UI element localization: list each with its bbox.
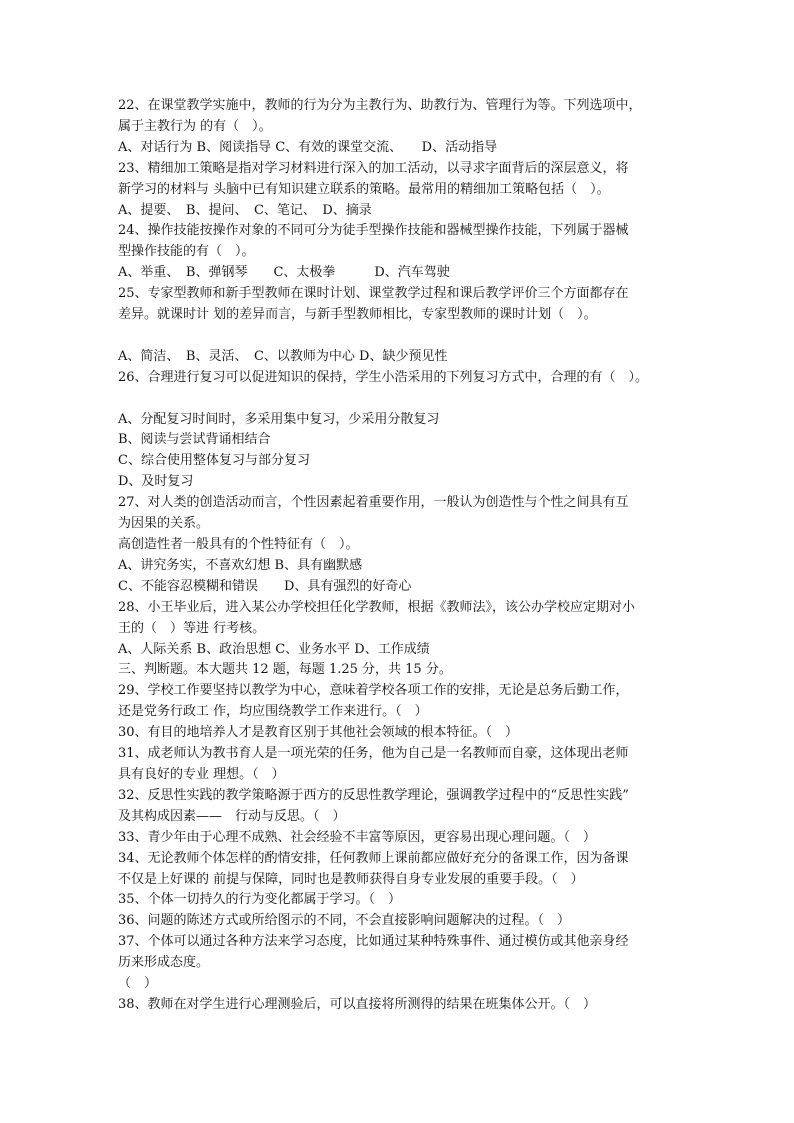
question-28-line-2: 王的（ ）等进 行考核。: [118, 620, 266, 636]
question-25-options: A、简洁、 B、灵活、 C、以教师为中心 D、缺少预见性: [118, 348, 448, 364]
question-34-line-2: 不仅是上好课的 前提与保障，同时也是教师获得自身专业发展的重要手段。（ ）: [118, 871, 584, 887]
question-27-options-cd: C、不能容忍模糊和错误 D、具有强烈的好奇心: [118, 578, 412, 594]
question-23-line-2: 新学习的材料与 头脑中已有知识建立联系的策略。最常用的精细加工策略包括（ ）。: [118, 181, 610, 197]
blank-line: [118, 389, 683, 410]
question-31-line-1: 31、成老师认为教书育人是一项光荣的任务，他为自己是一名教师而自豪，这体现出老师: [118, 746, 629, 762]
question-26-option-a: A、分配复习时间时，多采用集中复习，少采用分散复习: [118, 411, 440, 427]
question-27-line-2: 为因果的关系。: [118, 516, 210, 532]
question-26-option-b: B、阅读与尝试背诵相结合: [118, 432, 271, 448]
blank-line: [118, 326, 683, 347]
question-22-line-1: 22、在课堂教学实施中，教师的行为分为主教行为、助教行为、管理行为等。下列选项中，: [118, 98, 642, 113]
question-24-options: A、举重、 B、弹钢琴 C、太极拳 D、汽车驾驶: [118, 265, 450, 281]
question-25-line-1: 25、专家型教师和新手型教师在课时计划、课堂教学过程和课后教学评价三个方面都存在: [118, 286, 629, 302]
question-24-line-2: 型操作技能的有（ ）。: [118, 244, 255, 260]
question-29-line-1: 29、学校工作要坚持以教学为中心，意味着学校各项工作的安排，无论是总务后勤工作，: [118, 683, 629, 699]
question-23-line-1: 23、精细加工策略是指对学习材料进行深入的加工活动，以寻求字面背后的深层意义，将: [118, 160, 629, 176]
question-32-line-2: 及其构成因素—— 行动与反思。（ ）: [118, 808, 346, 824]
question-26-option-c: C、综合使用整体复习与部分复习: [118, 453, 310, 469]
question-37-line-1: 37、个体可以通过各种方法来学习态度，比如通过某种特殊事件、通过模仿或其他亲身经: [118, 934, 629, 950]
question-32-line-1: 32、反思性实践的教学策略源于西方的反思性教学理论，强调教学过程中的“反思性实践”: [118, 787, 629, 803]
question-28-line-1: 28、小王毕业后，进入某公办学校担任化学教师，根据《教师法》，该公办学校应定期对小: [118, 599, 636, 615]
question-27-options-ab: A、讲究务实，不喜欢幻想 B、具有幽默感: [118, 557, 363, 573]
question-22-options: A、对话行为 B、阅读指导 C、有效的课堂交流、 D、活动指导: [118, 139, 498, 155]
question-25-line-2: 差异。就课时计 划的差异而言，与新手型教师相比，专家型教师的课时计划（ ）。: [118, 307, 597, 323]
question-28-options: A、人际关系 B、政治思想 C、业务水平 D、工作成绩: [118, 641, 430, 657]
question-22-line-2: 属于主教行为 的有（ ）。: [118, 118, 272, 134]
question-26-line-1: 26、合理进行复习可以促进知识的保持，学生小浩采用的下列复习方式中，合理的有（ ）。: [118, 369, 649, 385]
question-34-line-1: 34、无论教师个体怎样的酌情安排，任何教师上课前都应做好充分的备课工作，因为备课: [118, 850, 629, 866]
question-31-line-2: 具有良好的专业 理想。（ ）: [118, 766, 285, 782]
document-page: [118, 96, 683, 1016]
question-36: 36、问题的陈述方式或所给图示的不同，不会直接影响问题解决的过程。（ ）: [118, 913, 571, 929]
question-37-line-2: 历来形成态度。: [118, 955, 210, 971]
question-23-options: A、提要、 B、提问、 C、笔记、 D、摘录: [118, 202, 372, 218]
question-35: 35、个体一切持久的行为变化都属于学习。（ ）: [118, 892, 402, 908]
question-29-line-2: 还是党务行政工 作，均应围绕教学工作来进行。（ ）: [118, 704, 428, 720]
question-37-answer-blank: （ ）: [118, 976, 158, 992]
question-27-line-3: 高创造性者一般具有的个性特征有（ ）。: [118, 537, 359, 552]
question-24-line-1: 24、操作技能按操作对象的不同可分为徒手型操作技能和器械型操作技能，下列属于器械: [118, 223, 629, 239]
question-27-line-1: 27、对人类的创造活动而言，个性因素起着重要作用，一般认为创造性与个性之间具有互: [118, 495, 629, 511]
question-33: 33、青少年由于心理不成熟、社会经验不丰富等原因，更容易出现心理问题。（ ）: [118, 829, 597, 845]
section-heading-judgment: 三、判断题。本大题共 12 题，每题 1.25 分，共 15 分。: [118, 662, 452, 678]
question-30: 30、有目的地培养人才是教育区别于其他社会领域的根本特征。（ ）: [118, 725, 519, 741]
question-38: 38、教师在对学生进行心理测验后，可以直接将所测得的结果在班集体公开。（ ）: [118, 996, 597, 1012]
question-26-option-d: D、及时复习: [118, 474, 194, 490]
